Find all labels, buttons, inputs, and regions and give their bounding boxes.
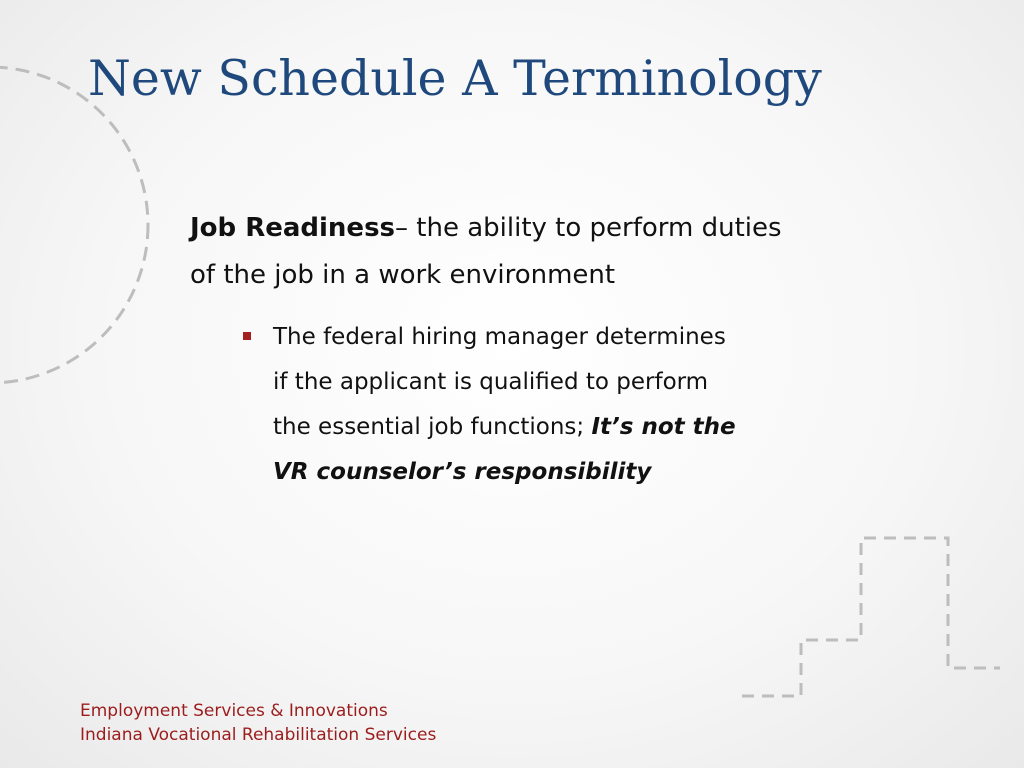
definition-paragraph	[190, 205, 805, 299]
slide-title: New Schedule A Terminology	[88, 50, 822, 107]
footer	[80, 699, 436, 747]
bullet-text: The federal hiring manager determines if the applicant is qualified to perform the essential job functions;	[273, 324, 726, 440]
slide-content	[190, 205, 830, 495]
definition-text: – the ability to perform duties of the job in a work environment	[190, 213, 782, 290]
dashed-steps-decoration	[742, 538, 1000, 696]
dashed-circle-decoration	[0, 67, 148, 383]
bullet-emphasis: It’s not the VR counselor’s responsibility	[273, 414, 736, 485]
bullet-list	[190, 315, 830, 495]
definition-term: Job Readiness	[190, 213, 396, 243]
footer-line-organization: Employment Services & Innovations	[80, 701, 388, 721]
bullet-item	[190, 315, 743, 495]
footer-line-agency: Indiana Vocational Rehabilitation Services	[80, 725, 437, 745]
square-bullet-icon	[243, 332, 251, 340]
